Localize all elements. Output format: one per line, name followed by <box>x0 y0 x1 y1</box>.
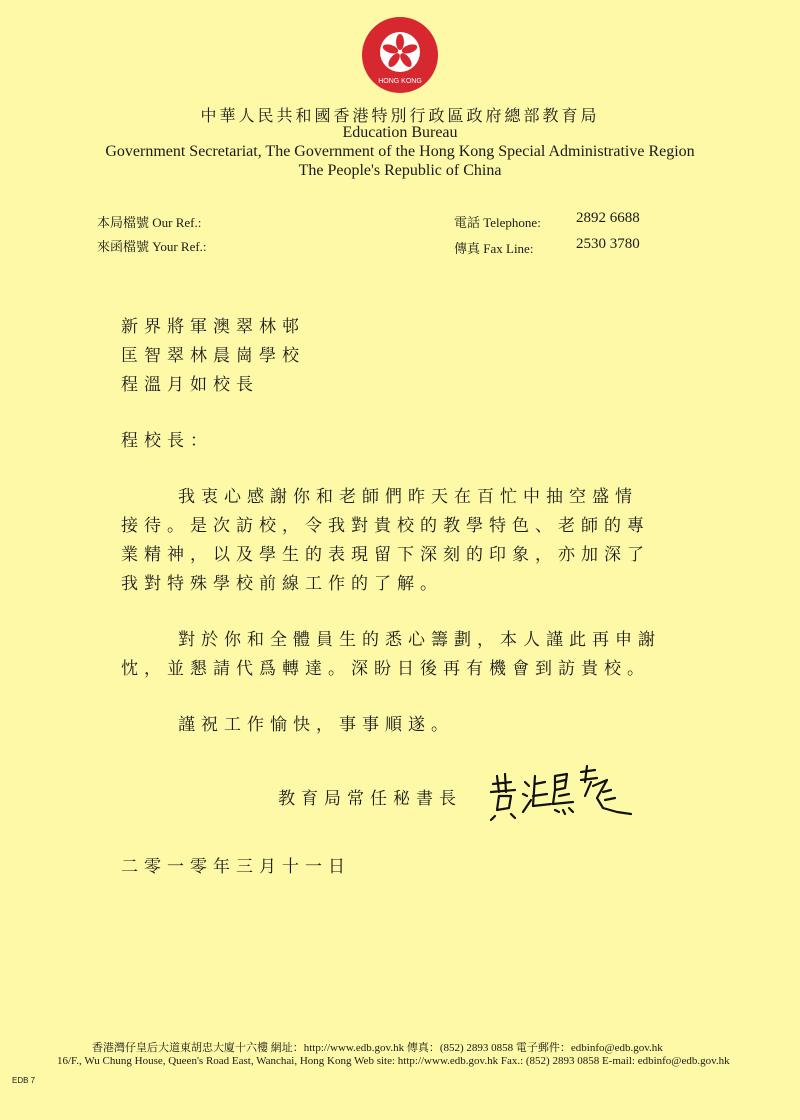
telephone-label: 電話 Telephone: <box>454 215 541 230</box>
form-code: EDB 7 <box>12 1076 36 1085</box>
paragraph-1-line-4: 我對特殊學校前線工作的了解。 <box>121 574 443 594</box>
fax-label: 傳真 Fax Line: <box>454 241 534 256</box>
header-title-en: Education Bureau <box>342 124 458 141</box>
header-title-cn: 中華人民共和國香港特別行政區政府總部教育局 <box>200 106 600 125</box>
fax-value: 2530 3780 <box>576 236 640 252</box>
paragraph-2-line-2: 忱，並懇請代爲轉達。深盼日後再有機會到訪貴校。 <box>121 659 650 679</box>
hong-kong-emblem <box>361 16 439 94</box>
footer-address-cn: 香港灣仔皇后大道東胡忠大廈十六樓 網址：http://www.edb.gov.hk 傳真：(852) 2893 0858 電子郵件：edbinfo@edb.gov.hk <box>92 1042 663 1054</box>
handwritten-signature <box>485 762 635 824</box>
closing-remark: 謹祝工作愉快，事事順遂。 <box>178 715 454 735</box>
paragraph-1-line-1: 我衷心感謝你和老師們昨天在百忙中抽空盛情 <box>178 487 638 507</box>
paragraph-1-line-2: 接待。是次訪校，令我對貴校的教學特色、老師的專 <box>121 516 650 536</box>
recipient-line-1: 新界將軍澳翠林邨 <box>121 317 305 337</box>
your-ref-label: 來函檔號 Your Ref.: <box>97 239 207 254</box>
letter-date: 二零一零年三月十一日 <box>121 857 351 877</box>
emblem-text: HONG KONG <box>378 78 422 85</box>
signatory-title: 教育局常任秘書長 <box>278 789 462 809</box>
footer-address-en: 16/F., Wu Chung House, Queen's Road East, Wanchai, Hong Kong Web site: http://www.edb.gov.hk Fax.: (852) 2893 0858 E-mail: edbinfo@edb.gov.hk <box>57 1055 730 1067</box>
salutation: 程校長： <box>121 431 213 451</box>
paragraph-2-line-1: 對於你和全體員生的悉心籌劃，本人謹此再申謝 <box>178 630 661 650</box>
recipient-line-2: 匡智翠林晨崗學校 <box>121 346 305 366</box>
telephone-value: 2892 6688 <box>576 210 640 226</box>
paragraph-1-line-3: 業精神，以及學生的表現留下深刻的印象，亦加深了 <box>121 545 650 565</box>
our-ref-label: 本局檔號 Our Ref.: <box>97 215 202 230</box>
header-country-en: The People's Republic of China <box>298 162 502 179</box>
recipient-line-3: 程溫月如校長 <box>121 375 259 395</box>
header-subtitle-en: Government Secretariat, The Government of the Hong Kong Special Administrative Region <box>105 143 695 160</box>
